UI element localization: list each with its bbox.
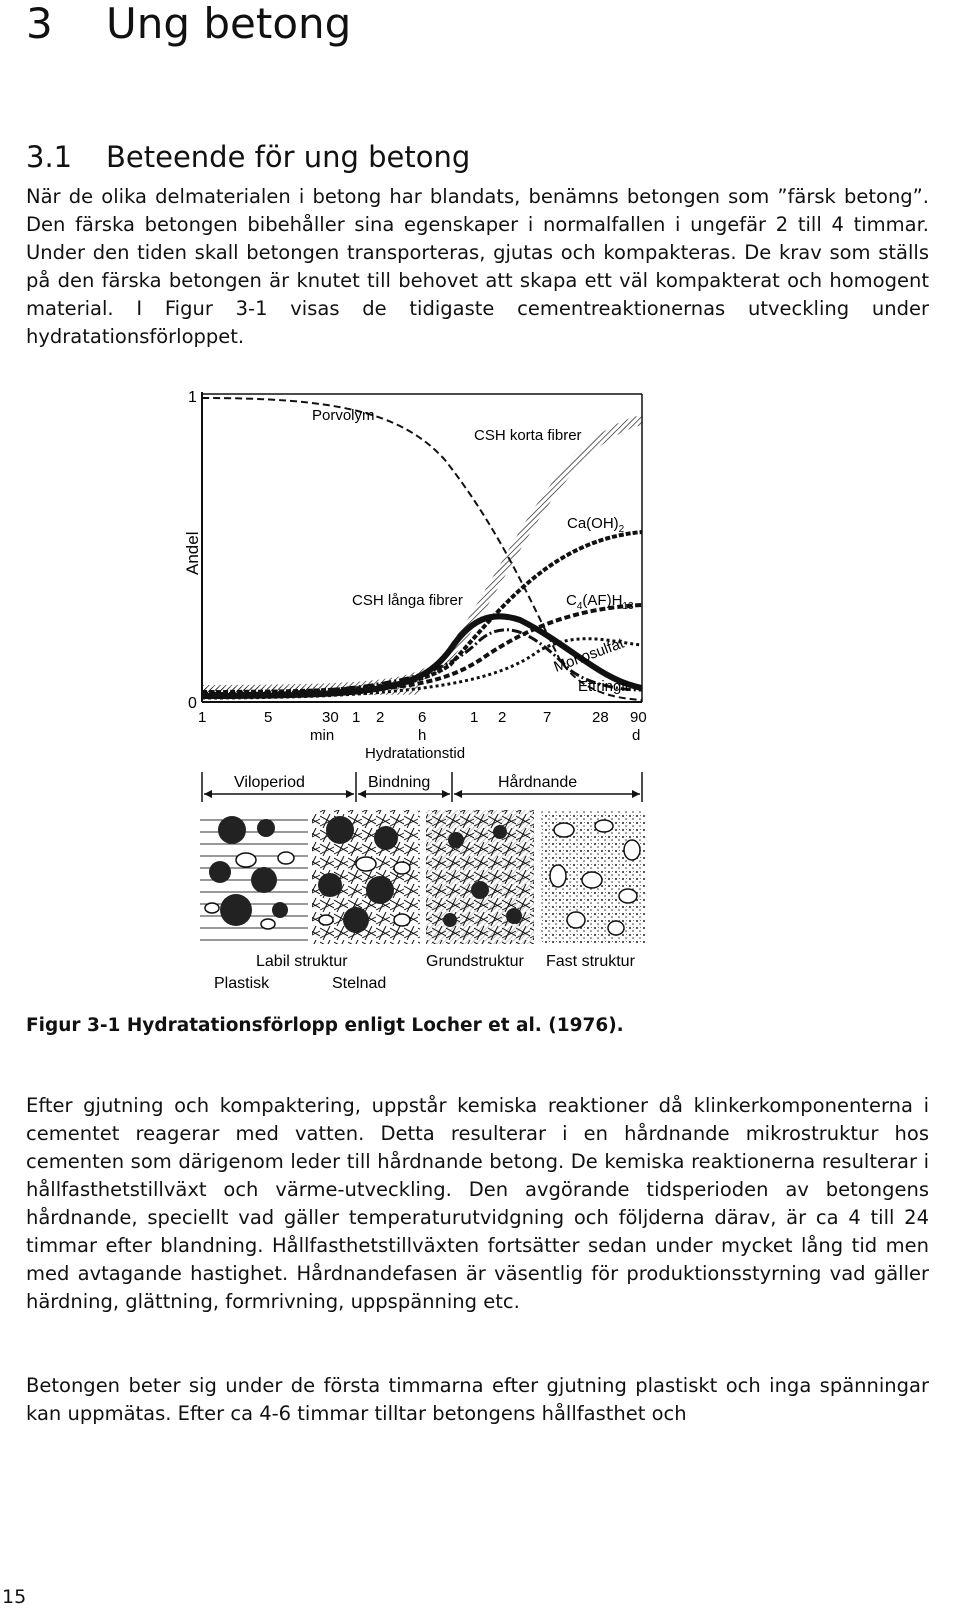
x-tick: 2 [498, 709, 507, 726]
x-unit-h: h [418, 727, 427, 744]
microstructure-panel-4 [540, 810, 646, 944]
section-title: Beteende för ung betong [106, 140, 471, 174]
label-monosulfat: Monosulfat [551, 634, 627, 676]
label-stelnad: Stelnad [332, 975, 387, 992]
label-grundstruktur: Grundstruktur [426, 953, 524, 970]
label-c4afh13: $C_4(AF)H_{13}$ [566, 592, 634, 612]
period-hardnande: Hårdnande [498, 774, 578, 791]
label-caoh2: $Ca(OH)_2$ [567, 515, 625, 535]
x-axis-label: Hydratationstid [365, 745, 466, 762]
paragraph-plastic: Betongen beter sig under de första timmarna efter gjutning plastiskt och inga spänningar kan uppmätas. Efter ca 4-6 timmar tilltar betongens hållfasthet och [26, 1374, 929, 1425]
x-tick: 1 [470, 709, 479, 726]
label-plastisk: Plastisk [214, 975, 270, 992]
csh-short-fibers-curve [202, 420, 642, 690]
x-tick: 5 [264, 709, 273, 726]
period-viloperiod: Viloperiod [234, 774, 305, 791]
label-csh-korta-fibrer: CSH korta fibrer [474, 427, 582, 444]
paragraph-hydration: Efter gjutning och kompaktering, uppstår kemiska reaktioner då klinkerkomponenterna i cementet reagerar med vatten. Detta resulterar i en hårdnande mikrostruktur hos cementen som därigenom leder till hårdnande betong. De kemiska reaktionerna resulterar i hållfasthetstillväxt och värme-utveckling. Den avgörande tidsperioden av betongens hårdnande, speciellt vad gäller temperaturutvidgning och följderna därav, är ca 4 till 24 timmar efter blandning. Hållfasthetstillväxten fortsätter sedan under mycket lång tid men med avtagande hastighet. Hårdnandefasen är väsentlig för produktionsstyrning vad gäller härdning, glättning, formrivning, uppspänning etc. [26, 1094, 929, 1313]
x-unit-d: d [632, 727, 641, 744]
x-ticks [198, 709, 647, 726]
label-csh-langa-fibrer: CSH långa fibrer [352, 592, 463, 609]
x-tick: 7 [543, 709, 552, 726]
section-number: 3.1 [26, 140, 73, 174]
label-ettringit: Ettringit [578, 678, 629, 695]
page-number: 15 [2, 1586, 27, 1608]
y-tick-0: 0 [188, 695, 197, 712]
paragraph-intro: När de olika delmaterialen i betong har blandats, benämns betongen som ”färsk betong”. Den färska betongen bibehåller sina egenskaper i normalfallen i ungefär 2 till 4 timmar. Under den tiden skall betongen transporteras, gjutas och kompakteras. De krav som ställs på den färska betongen är knutet till behovet att skapa ett väl kompakterat och homogent material. I Figur 3-1 visas de tidigaste cementreaktionernas utveckling under hydratationsförloppet. [26, 185, 929, 348]
hydration-figure [180, 380, 660, 1000]
x-unit-min: min [310, 727, 335, 744]
chapter-title: Ung betong [106, 0, 352, 48]
x-tick: 90 [630, 709, 647, 726]
microstructure-panel-3 [426, 810, 534, 944]
x-tick: 30 [322, 709, 339, 726]
y-tick-1: 1 [188, 389, 197, 406]
period-bindning: Bindning [368, 774, 431, 791]
label-labil-struktur: Labil struktur [256, 953, 348, 970]
x-tick: 6 [418, 709, 427, 726]
x-tick: 28 [592, 709, 609, 726]
c4afh13-curve [202, 605, 642, 694]
x-tick: 2 [376, 709, 385, 726]
initial-bundle-curve [202, 690, 420, 692]
y-axis-label: Andel [183, 531, 202, 575]
label-porvolym: Porvolym [312, 407, 375, 424]
section-heading [26, 140, 470, 174]
figure-caption: Figur 3-1 Hydratationsförlopp enligt Locher et al. (1976). [26, 1015, 624, 1036]
x-tick: 1 [198, 709, 207, 726]
chapter-heading [26, 0, 351, 48]
x-tick: 1 [352, 709, 361, 726]
microstructure-panel-2 [312, 810, 420, 944]
chapter-number: 3 [26, 0, 53, 48]
microstructure-panel-1 [200, 810, 308, 944]
label-fast-struktur: Fast struktur [546, 953, 635, 970]
